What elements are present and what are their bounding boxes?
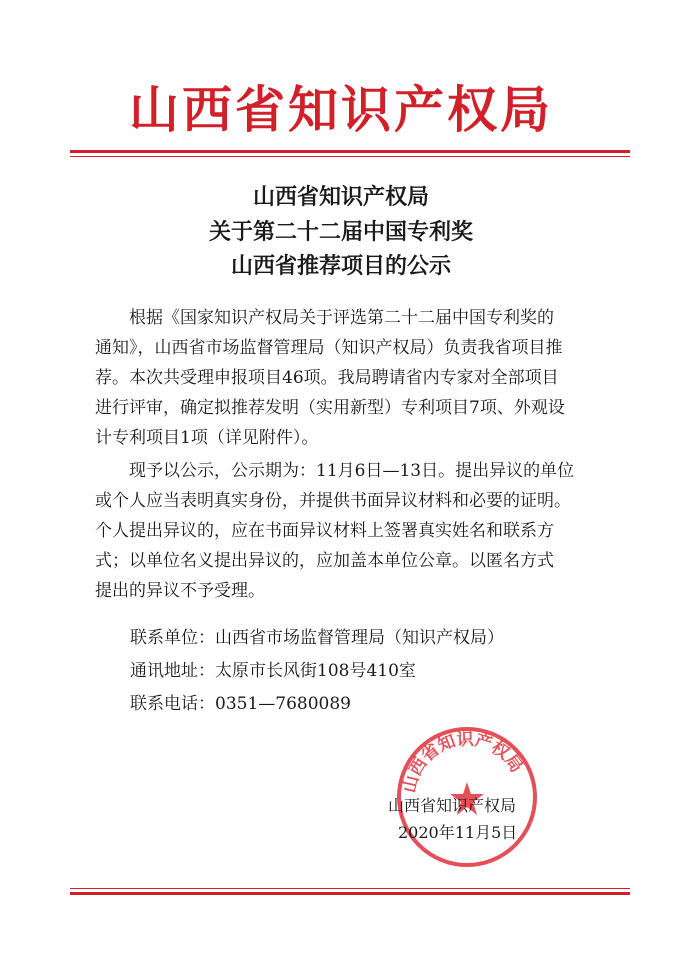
contact-address: 通讯地址：太原市长风街108号410室 [130, 661, 416, 681]
paragraph-line: 根据《国家知识产权局关于评选第二十二届中国专利奖的 [129, 308, 554, 328]
header-rule-thick [70, 150, 630, 153]
contact-phone: 联系电话：0351—7680089 [130, 694, 351, 714]
document-title-line1: 山西省知识产权局 [252, 184, 429, 210]
contact-info [130, 622, 504, 721]
paragraph-line: 式；以单位名义提出异议的，应加盖本单位公章。以匿名方式 [95, 551, 554, 571]
document-title-line3: 山西省推荐项目的公示 [230, 253, 451, 279]
header-rule-thin [70, 156, 630, 157]
footer-rule-thin [70, 888, 630, 889]
paragraph-notice [95, 456, 590, 606]
svg-text:山西省知识产权局 [400, 729, 527, 794]
footer-rule-thick [70, 892, 630, 895]
paragraph-line: 现予以公示，公示期为：11月6日—13日。提出异议的单位 [129, 461, 575, 481]
paragraph-intro [95, 303, 590, 453]
contact-unit: 联系单位：山西省市场监督管理局（知识产权局） [130, 628, 504, 648]
paragraph-line: 或个人应当表明真实身份，并提供书面异议材料和必要的证明。 [95, 491, 571, 511]
seal-text: 山西省知识产权局 [399, 729, 527, 795]
document-title-line2: 关于第二十二届中国专利奖 [208, 219, 473, 245]
paragraph-line: 提出的异议不予受理。 [95, 581, 265, 601]
paragraph-line: 计专利项目1项（详见附件）。 [95, 428, 319, 448]
paragraph-line: 通知》，山西省市场监督管理局（知识产权局）负责我省项目推 [95, 338, 563, 358]
paragraph-line: 荐。本次共受理申报项目46项。我局聘请省内专家对全部项目 [95, 368, 559, 388]
letterhead-title: 山西省知识产权局 [129, 81, 553, 139]
signature-date: 2020年11月5日 [398, 823, 518, 842]
paragraph-line: 个人提出异议的，应在书面异议材料上签署真实姓名和联系方 [95, 521, 554, 541]
paragraph-line: 进行评审，确定拟推荐发明（实用新型）专利项目7项、外观设 [95, 398, 565, 418]
signature-org: 山西省知识产权局 [388, 796, 517, 815]
